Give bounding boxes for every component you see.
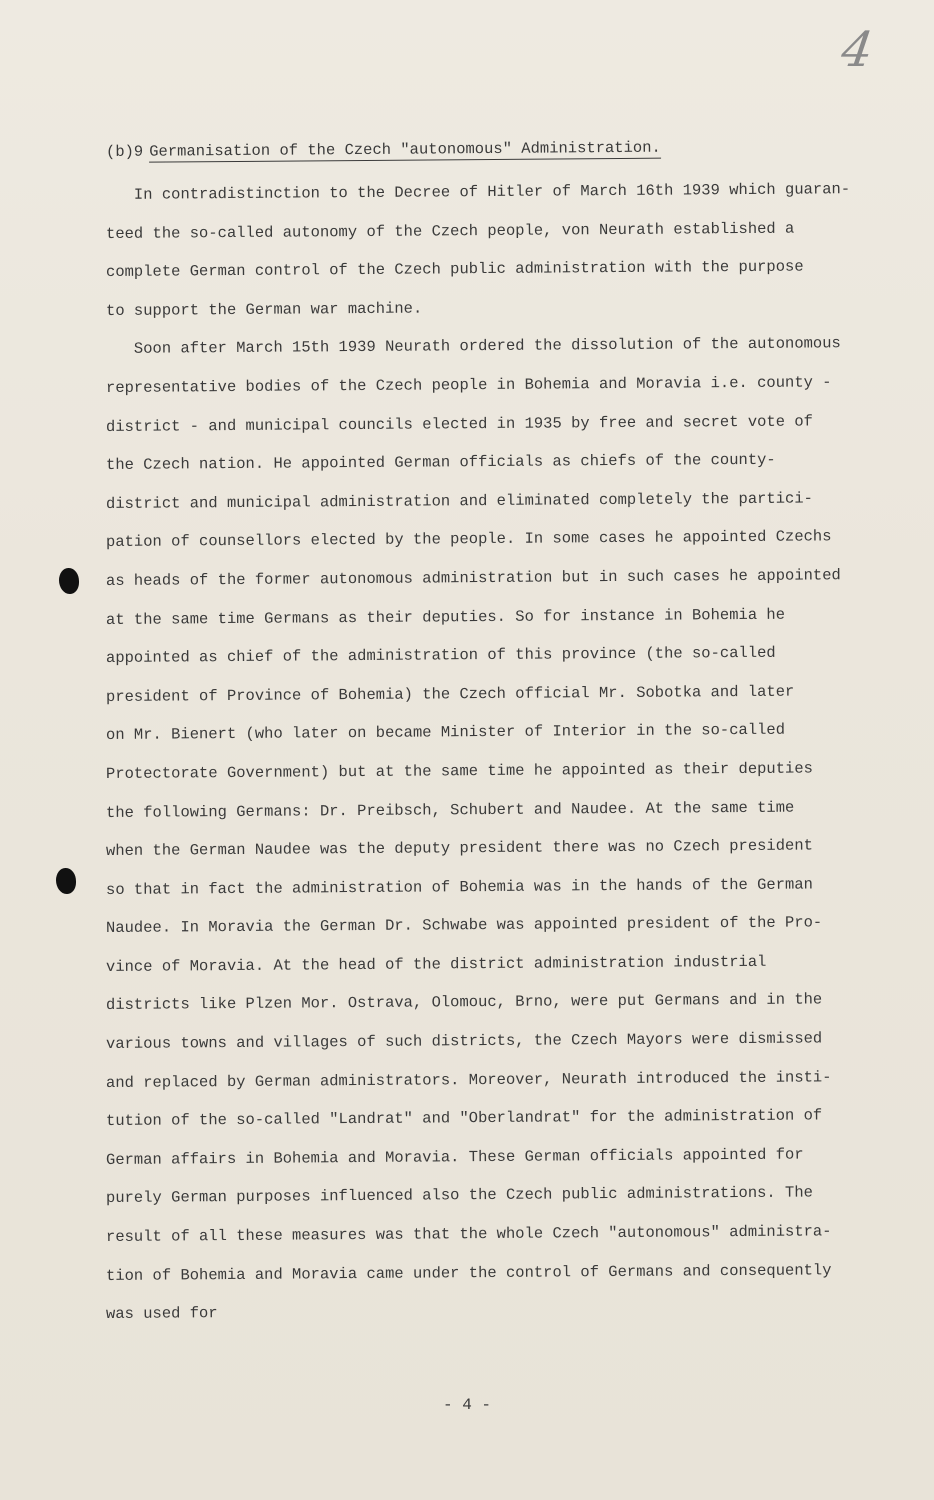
text-line: the Czech nation. He appointed German officials as chiefs of the county- bbox=[105, 450, 776, 475]
text-line: on Mr. Bienert (who later on became Minister of Interior in the so-called bbox=[105, 720, 786, 745]
text-line: appointed as chief of the administration of this province (the so-called bbox=[105, 643, 776, 668]
text-line: Soon after March 15th 1939 Neurath ordered the dissolution of the autonomous bbox=[105, 334, 841, 359]
section-heading-title: Germanisation of the Czech "autonomous" Administration. bbox=[149, 138, 661, 161]
text-line: Protectorate Government) but at the same time he appointed as their deputies bbox=[105, 759, 813, 783]
text-line: so that in fact the administration of Bohemia was in the hands of the German bbox=[105, 875, 813, 899]
body-text bbox=[106, 176, 896, 1334]
text-line: tion of Bohemia and Moravia came under the control of Germans and consequently bbox=[105, 1260, 832, 1285]
text-line: German affairs in Bohemia and Moravia. These German officials appointed for bbox=[105, 1145, 804, 1169]
text-line: district and municipal administration and eliminated completely the partici- bbox=[105, 489, 813, 513]
text-line: to support the German war machine. bbox=[105, 299, 423, 320]
text-line: the following Germans: Dr. Preibsch, Schubert and Naudee. At the same time bbox=[105, 798, 795, 822]
text-line: tution of the so-called "Landrat" and "Oberlandrat" for the administration of bbox=[105, 1106, 823, 1131]
text-line: representative bodies of the Czech people in Bohemia and Moravia i.e. county - bbox=[105, 373, 832, 397]
text-line: vince of Moravia. At the head of the district administration industrial bbox=[105, 952, 767, 976]
punch-hole bbox=[56, 868, 76, 894]
text-line: district - and municipal councils elected in 1935 by free and secret vote of bbox=[105, 412, 813, 436]
text-line: purely German purposes influenced also the Czech public administrations. The bbox=[105, 1183, 813, 1208]
text-line: complete German control of the Czech public administration with the purpose bbox=[105, 257, 804, 282]
text-line: In contradistinction to the Decree of Hitler of March 16th 1939 which guaran- bbox=[105, 180, 851, 204]
text-line: as heads of the former autonomous administration but in such cases he appointed bbox=[105, 566, 841, 590]
handwritten-page-number: 4 bbox=[838, 22, 875, 78]
text-line: when the German Naudee was the deputy president there was no Czech president bbox=[105, 836, 813, 861]
text-line: president of Province of Bohemia) the Czech official Mr. Sobotka and later bbox=[105, 682, 795, 706]
punch-hole bbox=[59, 568, 79, 594]
text-line: and replaced by German administrators. Moreover, Neurath introduced the insti- bbox=[105, 1067, 832, 1092]
text-line: was used for bbox=[105, 1304, 218, 1324]
section-heading-prefix: (b)9 bbox=[105, 142, 144, 161]
text-line: pation of counsellors elected by the people. In some cases he appointed Czechs bbox=[105, 527, 832, 552]
text-line: districts like Plzen Mor. Ostrava, Olomouc, Brno, were put Germans and in the bbox=[105, 990, 823, 1015]
section-heading bbox=[106, 139, 661, 161]
text-line: Naudee. In Moravia the German Dr. Schwabe was appointed president of the Pro- bbox=[105, 913, 823, 938]
text-line: result of all these measures was that the whole Czech "autonomous" administra- bbox=[105, 1222, 832, 1247]
text-line: teed the so-called autonomy of the Czech people, von Neurath established a bbox=[105, 219, 795, 243]
text-line: at the same time Germans as their deputies. So for instance in Bohemia he bbox=[105, 605, 786, 629]
text-line: various towns and villages of such districts, the Czech Mayors were dismissed bbox=[105, 1029, 823, 1054]
footer-page-number: - 4 - bbox=[442, 1396, 491, 1414]
